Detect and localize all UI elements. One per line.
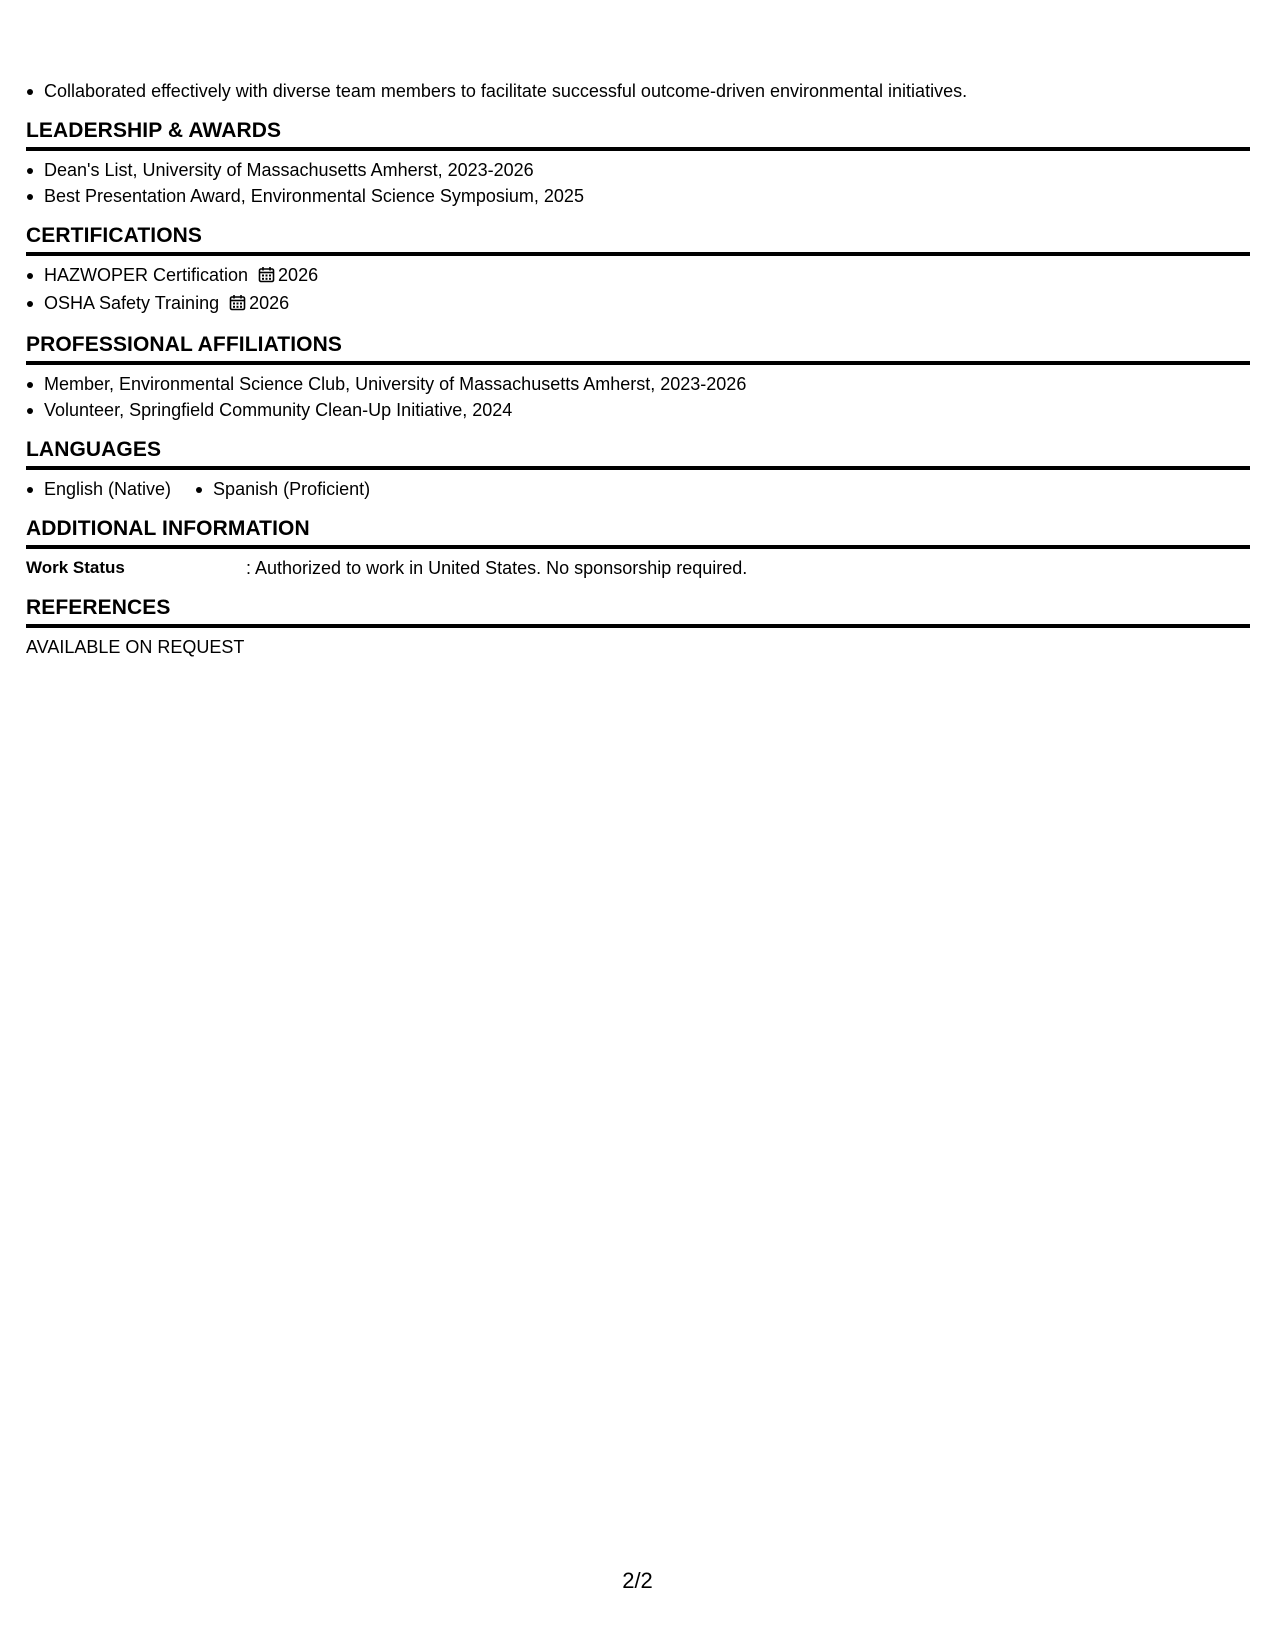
section-title: CERTIFICATIONS: [26, 223, 1250, 256]
certification-year: 2026: [278, 265, 319, 285]
calendar-icon: [229, 292, 246, 318]
section-title: LEADERSHIP & AWARDS: [26, 118, 1250, 151]
certifications-list: [26, 262, 1250, 318]
list-item: [26, 290, 1250, 318]
intro-bullet-list: [26, 78, 1250, 104]
certification-name: OSHA Safety Training: [44, 293, 220, 313]
affiliations-section: [26, 332, 1250, 423]
section-title: ADDITIONAL INFORMATION: [26, 516, 1250, 549]
languages-list: [26, 476, 1250, 502]
certifications-section: [26, 223, 1250, 318]
list-item: Collaborated effectively with diverse team members to facilitate successful outcome-driven environmental initiatives.: [26, 78, 1250, 104]
resume-page: [26, 78, 1250, 660]
section-title: REFERENCES: [26, 595, 1250, 628]
language-item: English (Native): [26, 476, 171, 502]
list-item: Dean's List, University of Massachusetts Amherst, 2023-2026: [26, 157, 1250, 183]
info-key: Work Status: [26, 558, 125, 577]
work-status-row: [26, 555, 1250, 581]
language-item: Spanish (Proficient): [195, 476, 370, 502]
additional-info-section: [26, 516, 1250, 581]
list-item: Member, Environmental Science Club, University of Massachusetts Amherst, 2023-2026: [26, 371, 1250, 397]
page-number: 2/2: [622, 1568, 653, 1593]
list-item: Volunteer, Springfield Community Clean-Up Initiative, 2024: [26, 397, 1250, 423]
certification-name: HAZWOPER Certification: [44, 265, 249, 285]
leadership-section: [26, 118, 1250, 209]
certification-year: 2026: [249, 293, 290, 313]
languages-section: [26, 437, 1250, 502]
affiliations-list: [26, 371, 1250, 423]
leadership-list: [26, 157, 1250, 209]
info-value: : Authorized to work in United States. No sponsorship required.: [246, 558, 748, 578]
list-item: Best Presentation Award, Environmental Science Symposium, 2025: [26, 183, 1250, 209]
calendar-icon: [258, 264, 275, 290]
references-section: [26, 595, 1250, 660]
list-item: [26, 262, 1250, 290]
section-title: PROFESSIONAL AFFILIATIONS: [26, 332, 1250, 365]
references-text: AVAILABLE ON REQUEST: [26, 637, 245, 657]
section-title: LANGUAGES: [26, 437, 1250, 470]
